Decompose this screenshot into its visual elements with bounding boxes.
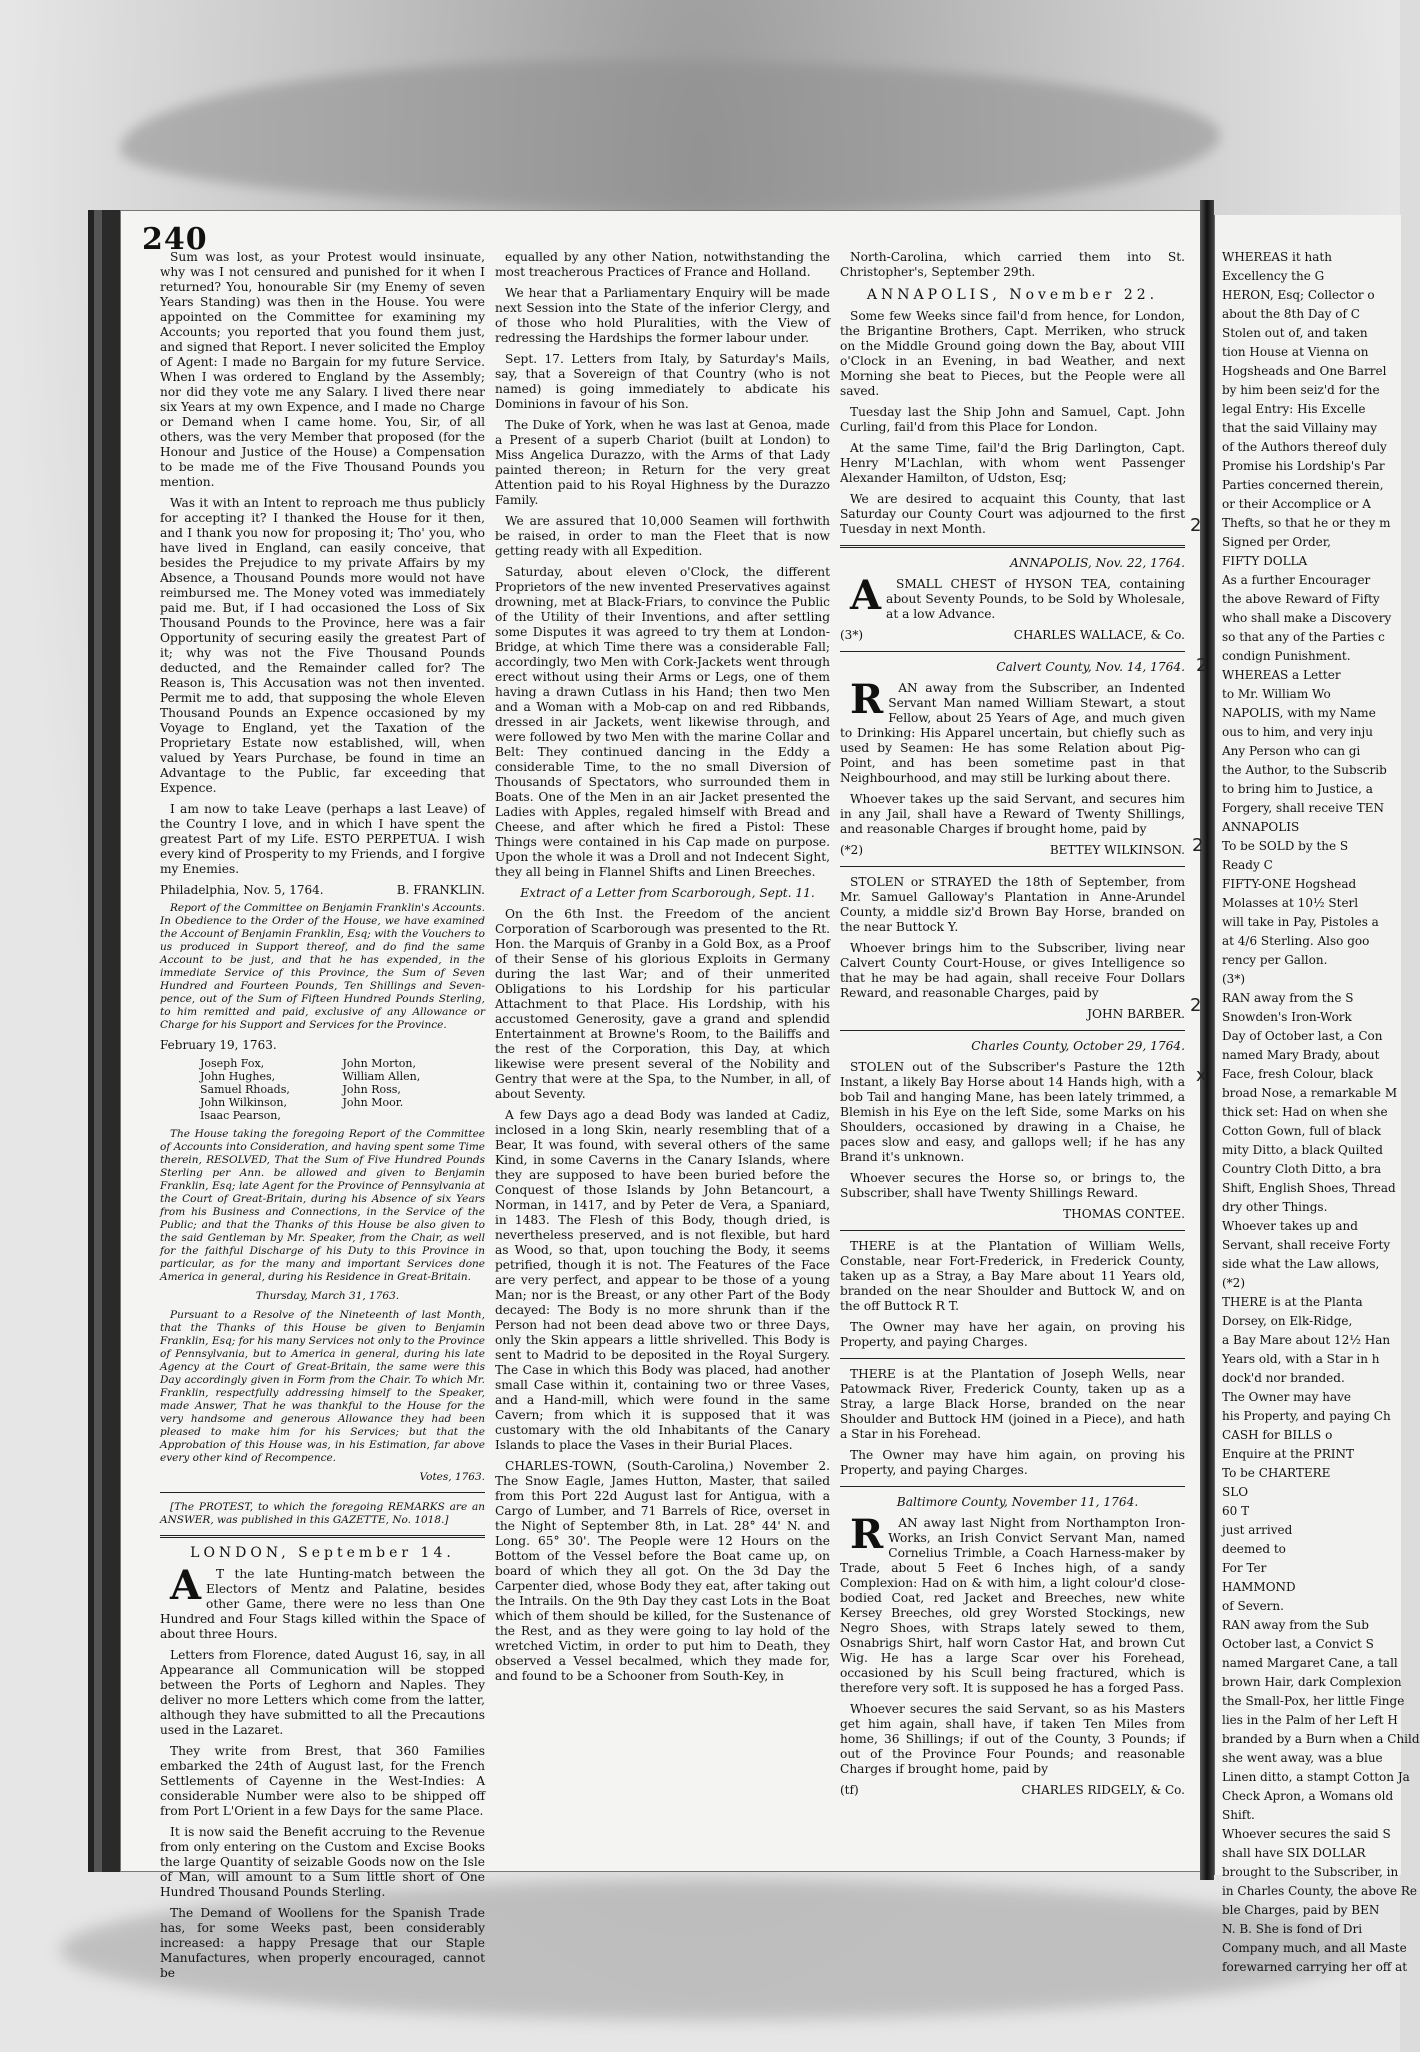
ad1-signature: (3*) CHARLES WALLACE, & Co.: [840, 628, 1185, 642]
news-p4: The Duke of York, when he was last at Genoa, made a Present of a superb Chariot (built at London) to Miss Angelica Durazzo, with the Arms of that Lady painted thereon; in Return for the very great Attention paid to his Royal Highness by the Durazzo Family.: [495, 418, 830, 507]
ad3-signature: JOHN BARBER.: [1087, 1007, 1185, 1021]
signers-list: [200, 1057, 485, 1122]
ornamental-divider: [160, 1535, 485, 1538]
col3-p2: Some few Weeks since fail'd from hence, for London, the Brigantine Brothers, Capt. Merriken, who struck on the Middle Ground going down the Bay, about VIII o'Clock in an Evening, in bad Weather, and next Morning she beat to Pieces, but the People were all saved.: [840, 309, 1185, 398]
drop-cap: R: [850, 676, 884, 723]
right-page-line: the above Reward of Fifty: [1222, 592, 1380, 606]
right-page-line: legal Entry: His Excelle: [1222, 402, 1366, 416]
right-page-line: forewarned carrying her off at: [1222, 1960, 1408, 1974]
london-p2: Letters from Florence, dated August 16, say, in all Appearance all Communication will be stopped between the Ports of Leghorn and Naples. They deliver no more Letters which come from the latter, although they have submitted to all the Precautions used in the Lazaret.: [160, 1648, 485, 1737]
right-page-line: of Severn.: [1222, 1599, 1284, 1613]
right-page-line: To be SOLD by the S: [1222, 839, 1349, 853]
column-1: [160, 250, 485, 1980]
news-p8: A few Days ago a dead Body was landed at Cadiz, inclosed in a long Skin, nearly resembling that of a Bear, It was found, with several others of the same Kind, in some Caverns in the Canary Islands, where they are supposed to have been buried before the Conquest of those Islands by John Betancourt, a Norman, in 1417, and by Peter de Vera, a Spaniard, in 1483. The Flesh of this Body, though dried, is nevertheless preserved, and is not flexible, but hard as Wood, so that, upon touching the Body, it seems petrified, though it is not. The Features of the Face are very perfect, and appear to be those of a young Man; nor is the Breast, or any other Part of the Body decayed: The Body is no more shrunk than if the Person had not been dead above two or three Days, only the Skin appears a little shrivelled. This Body is sent to Madrid to be deposited in the Royal Surgery. The Case in which this Body was placed, had another small Case within it, containing two or three Vases, and a Hand-mill, which were found in the same Cavern; from which it is supposed that it was customary with the old Inhabitants of the Canary Islands to place the Vases in their Burial Places.: [495, 1108, 830, 1452]
right-page-line: to Mr. William Wo: [1222, 687, 1331, 701]
right-page-line: named Mary Brady, about: [1222, 1048, 1380, 1062]
right-page-line: ANNAPOLIS: [1222, 820, 1300, 834]
col3-p1: North-Carolina, which carried them into St. Christopher's, September 29th.: [840, 250, 1185, 279]
right-page-line: Excellency the G: [1222, 269, 1325, 283]
franklin-remarks-p3: I am now to take Leave (perhaps a last Leave) of the Country I love, and in which I have spent the greatest Part of my Life. ESTO PERPETUA. I wish every kind of Prosperity to my Friends, and I forgive my Enemies.: [160, 802, 485, 876]
book-binding: [1200, 200, 1214, 1880]
right-page-line: rency per Gallon.: [1222, 953, 1328, 967]
house-resolution: The House taking the foregoing Report of the Committee of Accounts into Consideration, and having spent some Time therein, RESOLVED, That the Sum of Five Hundred Pounds Sterling per Ann. be allowed and given to Benjamin Franklin, Esq; late Agent for the Province of Pennsylvania at the Court of Great-Britain, during his Absence of six Years from his Business and Connections, in the Service of the Public; and that the Thanks of this House be also given to the said Gentleman by Mr. Speaker, from the Chair, as well for the faithful Discharge of his Duty to this Province in particular, as for the many and important Services done America in general, during his Residence in Great-Britain.: [160, 1128, 485, 1283]
handwritten-mark: 2: [1190, 995, 1202, 1016]
right-page-line: about the 8th Day of C: [1222, 307, 1360, 321]
right-page-line: WHEREAS it hath: [1222, 250, 1332, 264]
right-page-line: the Author, to the Subscrib: [1222, 763, 1387, 777]
news-p9: CHARLES-TOWN, (South-Carolina,) November 2. The Snow Eagle, James Hutton, Master, that sailed from this Port 22d August last for Antigua, with a Cargo of Lumber, and 71 Barrels of Rice, overset in the Night of September 8th, in Lat. 28° 44' N. and Long. 65° 30'. The People were 12 Hours on the Bottom of the Vessel before the Boat came up, on board of which they all got. On the 3d Day the Carpenter died, whose Body they eat, after taking out the Intrails. On the 9th Day they cast Lots in the Boat which of them should be killed, for the Sustenance of the Rest, and as they were going to lay hold of the wretched Victim, in order to put him to Death, they observed a Vessel becalmed, which they made for, and found to be a Schooner from South-Key, in: [495, 1459, 830, 1683]
right-page-line: named Margaret Cane, a tall: [1222, 1656, 1398, 1670]
london-heading: LONDON, September 14.: [190, 1545, 455, 1561]
right-page-line: brown Hair, dark Complexion: [1222, 1675, 1402, 1689]
right-page-line: his Property, and paying Ch: [1222, 1409, 1391, 1423]
franklin-remarks-p2: Was it with an Intent to reproach me thus publicly for accepting it? I thanked the House for it then, and I thank you now for proposing it; Tho' you, who have lived in England, can easily conceive, that besides the Prejudice to my private Affairs by my Absence, a Thousand Pounds more would not have reimbursed me. The Money voted was immediately paid me. But, if I had occasioned the Loss of Six Thousand Pounds to the Province, here was a fair Opportunity of securing easily the greatest Part of it; why was not the Five Thousand Pounds deducted, and the Remainder called for? The Reason is, This Accusation was not then invented. Permit me to add, that supposing the whole Eleven Thousand Pounds an Expence occasioned by my Voyage to England, yet the Taxation of the Proprietary Estate now established, will, when valued by Years Purchase, be found in time an Advantage to the Public, far exceeding that Expence.: [160, 496, 485, 795]
right-page-line: at 4/6 Sterling. Also goo: [1222, 934, 1370, 948]
right-page-line: Company much, and all Maste: [1222, 1941, 1407, 1955]
signer: John Moor.: [342, 1096, 404, 1109]
signer: John Ross,: [342, 1083, 401, 1096]
pursuant-text: Pursuant to a Resolve of the Nineteenth of last Month, that the Thanks of this House be given to Benjamin Franklin, Esq; for his many Services not only to the Province of Pennsylvania, but to America in general, during his late Agency at the Court of Great-Britain, the same were this Day accordingly given in Form from the Chair. To which Mr. Franklin, respectfully addressing himself to the Speaker, made Answer, That he was thankful to the House for the very handsome and generous Allowance they had been pleased to make him for his Services; but that the Approbation of this House was, in his Estimation, far above every other kind of Recompence.: [160, 1309, 485, 1464]
col3-p3: Tuesday last the Ship John and Samuel, Capt. John Curling, fail'd from this Place for London.: [840, 405, 1185, 434]
ad7-text: R AN away last Night from Northampton Iron-Works, an Irish Convict Servant Man, named Cornelius Trimble, a Coach Harness-maker by Trade, about 5 Feet 6 Inches high, of a sandy Complexion: Had on & with him, a light colour'd close-bodied Coat, red Jacket and Breeches, new white Kersey Breeches, old grey Worsted Stockings, new Negro Shoes, with Straps lately sewed to them, Osnabrigs Shirt, half worn Castor Hat, and brown Cut Wig. He has a large Scar over his Forehead, occasioned by his Scull being fractured, which is therefore very soft. It is supposed he has a forged Pass.: [840, 1511, 1185, 1695]
right-page-line: by him been seiz'd for the: [1222, 383, 1380, 397]
right-page-line: HERON, Esq; Collector o: [1222, 288, 1375, 302]
protest-note: [The PROTEST, to which the foregoing REMARKS are an ANSWER, was published in this GAZETTE, No. 1018.]: [160, 1501, 485, 1526]
right-page-line: Cotton Gown, full of black: [1222, 1124, 1382, 1138]
news-p5: We are assured that 10,000 Seamen will forthwith be raised, in order to man the Fleet that is now getting ready with all Expedition.: [495, 514, 830, 558]
right-page-line: a Bay Mare about 12½ Han: [1222, 1333, 1391, 1347]
right-page-line: Face, fresh Colour, black: [1222, 1067, 1374, 1081]
right-page-line: (3*): [1222, 972, 1245, 986]
right-page-line: Shift.: [1222, 1808, 1255, 1822]
right-page-line: For Ter: [1222, 1561, 1267, 1575]
right-page-line: Molasses at 10½ Sterl: [1222, 896, 1359, 910]
ad6-owner: The Owner may have him again, on proving his Property, and paying Charges.: [840, 1448, 1185, 1477]
right-page-line: just arrived: [1222, 1523, 1293, 1537]
right-page-line: thick set: Had on when she: [1222, 1105, 1388, 1119]
right-page-line: Parties concerned therein,: [1222, 478, 1384, 492]
right-page-line: SLO: [1222, 1485, 1249, 1499]
signer: William Allen,: [342, 1070, 421, 1083]
right-page-line: WHEREAS a Letter: [1222, 668, 1341, 682]
right-page-line: brought to the Subscriber, in: [1222, 1865, 1399, 1879]
right-page-line: so that any of the Parties c: [1222, 630, 1385, 644]
ad2-text: R AN away from the Subscriber, an Indented Servant Man named William Stewart, a stout Fellow, about 25 Years of Age, and much given to Drinking: His Apparel uncertain, but chiefly such as used by Seamen: He has some Relation about Pig-Point, and has been sometime past in that Neighbourhood, and may still be lurking about there.: [840, 676, 1185, 785]
right-page-line: Thefts, so that he or they m: [1222, 516, 1391, 530]
right-page-line: Ready C: [1222, 858, 1273, 872]
committee-report: Report of the Committee on Benjamin Franklin's Accounts. In Obedience to the Order of the House, we have examined the Account of Benjamin Franklin, Esq; with the Vouchers to us produced in Support thereof, and do find the same Account to be just, and that he has expended, in the immediate Service of this Province, the Sum of Seven Hundred and Fourteen Pounds, Ten Shillings and Seven-pence, out of the Sum of Fifteen Hundred Pounds Sterling, to him remitted and paid, exclusive of any Allowance or Charge for his Support and Services for the Province.: [160, 902, 485, 1031]
ad4-signature: THOMAS CONTEE.: [1062, 1207, 1185, 1221]
right-page-line: that the said Villainy may: [1222, 421, 1378, 435]
signature-name: B. FRANKLIN.: [396, 883, 485, 897]
right-page-line: mity Ditto, a black Quilted: [1222, 1143, 1383, 1157]
right-page-line: (*2): [1222, 1276, 1245, 1290]
right-page-line: As a further Encourager: [1222, 573, 1371, 587]
right-page-line: RAN away from the S: [1222, 991, 1354, 1005]
right-page-line: branded by a Burn when a Child: [1222, 1732, 1420, 1746]
divider: [840, 545, 1185, 548]
signature-place: Philadelphia, Nov. 5, 1764.: [160, 883, 324, 897]
ad2-reward: Whoever takes up the said Servant, and secures him in any Jail, shall have a Reward of Twenty Shillings, and reasonable Charges if brought home, paid by: [840, 792, 1185, 836]
right-page-line: Stolen out of, and taken: [1222, 326, 1368, 340]
column-2: [495, 250, 830, 1850]
ad2-signature: (*2) BETTEY WILKINSON.: [840, 843, 1185, 857]
right-page-line: Any Person who can gi: [1222, 744, 1361, 758]
ad2-date: Calvert County, Nov. 14, 1764.: [996, 660, 1185, 674]
right-page-line: Forgery, shall receive TEN: [1222, 801, 1384, 815]
scarborough-extract-heading: Extract of a Letter from Scarborough, Sept. 11.: [520, 886, 815, 900]
right-page-line: Shift, English Shoes, Thread: [1222, 1181, 1396, 1195]
ad5-text: THERE is at the Plantation of William Wells, Constable, near Fort-Frederick, in Frederick County, taken up as a Stray, a Bay Mare about 11 Years old, branded on the near Shoulder and Buttock W, and on the off Buttock R T.: [840, 1239, 1185, 1313]
col3-p5: We are desired to acquaint this County, that last Saturday our County Court was adjourned to the first Tuesday in next Month.: [840, 492, 1185, 536]
ad1-text: A SMALL CHEST of HYSON TEA, containing about Seventy Pounds, to be Sold by Wholesale, at a low Advance.: [840, 577, 1185, 622]
right-page-line: Hogsheads and One Barrel: [1222, 364, 1387, 378]
col3-p4: At the same Time, fail'd the Brig Darlington, Capt. Henry M'Lachlan, with whom went Passenger Alexander Hamilton, of Udston, Esq;: [840, 441, 1185, 485]
ad4-text: STOLEN out of the Subscriber's Pasture the 12th Instant, a likely Bay Horse about 14 Hands high, with a bob Tail and hanging Mane, has been lately trimmed, a Blemish in his Eye on the left Side, some Marks on his Shoulders, occasioned by drawing in a Chaise, he paces slow and easy, and gallops well; if he has any Brand it's unknown.: [840, 1060, 1185, 1164]
right-page-line: Promise his Lordship's Par: [1222, 459, 1385, 473]
right-page-line: Check Apron, a Womans old: [1222, 1789, 1394, 1803]
annapolis-heading: ANNAPOLIS, November 22.: [866, 287, 1159, 303]
right-page-column: [1222, 250, 1420, 1979]
ad5-owner: The Owner may have her again, on proving his Property, and paying Charges.: [840, 1320, 1185, 1349]
right-page-line: side what the Law allows,: [1222, 1257, 1380, 1271]
divider: [840, 1230, 1185, 1231]
news-p6: Saturday, about eleven o'Clock, the different Proprietors of the new invented Preservatives against drowning, met at Black-Friars, to convince the Public of the Utility of their Inventions, and after settling some Disputes it was agreed to try them at London-Bridge, at which Time there was a considerable Fall; accordingly, two Men with Cork-Jackets went through erect without using their Arms or Legs, one of them having a drawn Cutlass in his Hand; then two Men and a Woman with a Mob-cap on and red Ribbands, dressed in air Jackets, went likewise through, and were followed by two Men with the marine Collar and Belt: They continued dancing in the Eddy a considerable Time, to the no small Diversion of Thousands of Spectators, who surrounded them in Boats. One of the Men in an air Jacket presented the Ladies with Apples, regaled himself with Bread and Cheese, and after which he fired a Pistol: These Things were contained in his Cap made on purpose. Upon the whole it was a Droll and not Indecent Sight, they all being in Flannel Shifts and Linen Breeches.: [495, 565, 830, 879]
right-page-line: broad Nose, a remarkable M: [1222, 1086, 1398, 1100]
right-page-line: ous to him, and very inju: [1222, 725, 1373, 739]
right-page-line: will take in Pay, Pistoles a: [1222, 915, 1379, 929]
london-p5: The Demand of Woollens for the Spanish Trade has, for some Weeks past, been considerably increased: a happy Presage that our Staple Manufactures, when properly encouraged, cannot be: [160, 1906, 485, 1980]
right-page-line: of the Authors thereof duly: [1222, 440, 1387, 454]
right-page-line: condign Punishment.: [1222, 649, 1351, 663]
right-page-line: tion House at Vienna on: [1222, 345, 1369, 359]
ad3-reward: Whoever brings him to the Subscriber, living near Calvert County Court-House, or gives Intelligence so that he may be had again, shall receive Four Dollars Reward, and reasonable Charges, paid by: [840, 941, 1185, 1000]
right-page-line: CASH for BILLS o: [1222, 1428, 1333, 1442]
right-page-line: she went away, was a blue: [1222, 1751, 1383, 1765]
signer: Isaac Pearson,: [200, 1109, 281, 1122]
ad7-signature: (tf) CHARLES RIDGELY, & Co.: [840, 1783, 1185, 1797]
right-page-line: Whoever secures the said S: [1222, 1827, 1391, 1841]
right-page-line: deemed to: [1222, 1542, 1286, 1556]
thursday-date: Thursday, March 31, 1763.: [255, 1290, 400, 1302]
right-page-line: To be CHARTERE: [1222, 1466, 1331, 1480]
divider: [840, 866, 1185, 867]
right-page-line: Whoever takes up and: [1222, 1219, 1358, 1233]
right-page-line: Servant, shall receive Forty: [1222, 1238, 1391, 1252]
right-page-line: who shall make a Discovery: [1222, 611, 1392, 625]
right-page-line: THERE is at the Planta: [1222, 1295, 1363, 1309]
divider: [840, 1486, 1185, 1487]
right-page-line: dry other Things.: [1222, 1200, 1328, 1214]
right-page-line: lies in the Palm of her Left H: [1222, 1713, 1398, 1727]
drop-cap: A: [170, 1562, 202, 1609]
ad4-reward: Whoever secures the Horse so, or brings to, the Subscriber, shall have Twenty Shillings Reward.: [840, 1171, 1185, 1200]
signature-line: [160, 883, 485, 898]
right-page-line: the Small-Pox, her little Finge: [1222, 1694, 1405, 1708]
london-p1: A T the late Hunting-match between the Electors of Mentz and Palatine, besides other Game, there were no less than One Hundred and Four Stags killed within the Space of about three Hours.: [160, 1562, 485, 1641]
ad3-text: STOLEN or STRAYED the 18th of September, from Mr. Samuel Galloway's Plantation in Anne-Arundel County, a middle siz'd Brown Bay Horse, branded on the near Buttock Y.: [840, 875, 1185, 934]
news-p1: equalled by any other Nation, notwithstanding the most treacherous Practices of France and Holland.: [495, 250, 830, 279]
right-page-line: FIFTY-ONE Hogshead: [1222, 877, 1357, 891]
divider: [840, 1030, 1185, 1031]
right-page-line: The Owner may have: [1222, 1390, 1352, 1404]
right-page-line: HAMMOND: [1222, 1580, 1296, 1594]
right-page-line: 60 T: [1222, 1504, 1250, 1518]
signer: John Hughes,: [200, 1070, 276, 1083]
right-page-line: NAPOLIS, with my Name: [1222, 706, 1376, 720]
signer: Joseph Fox,: [200, 1057, 265, 1070]
right-page-line: shall have SIX DOLLAR: [1222, 1846, 1366, 1860]
right-page-line: Dorsey, on Elk-Ridge,: [1222, 1314, 1353, 1328]
ad7-date: Baltimore County, November 11, 1764.: [896, 1495, 1139, 1509]
right-page-line: October last, a Convict S: [1222, 1637, 1374, 1651]
drop-cap: R: [850, 1511, 884, 1558]
right-page-line: to bring him to Justice, a: [1222, 782, 1373, 796]
right-page-line: Linen ditto, a stampt Cotton Ja: [1222, 1770, 1410, 1784]
right-page-line: Years old, with a Star in h: [1222, 1352, 1380, 1366]
handwritten-mark: 2: [1196, 655, 1208, 676]
right-page-line: Signed per Order,: [1222, 535, 1331, 549]
report-date: February 19, 1763.: [160, 1038, 277, 1052]
london-p3: They write from Brest, that 360 Families embarked the 24th of August last, for the French Settlements of Cayenne in the West-Indies: A considerable Number were also to be shipped off from Port L'Orient in a few Days for the same Place.: [160, 1744, 485, 1818]
right-page-line: Snowden's Iron-Work: [1222, 1010, 1352, 1024]
signer: John Morton,: [342, 1057, 416, 1070]
handwritten-mark: 2: [1192, 835, 1204, 856]
ad7-reward: Whoever secures the said Servant, so as his Masters get him again, shall have, if taken Ten Miles from home, 36 Shillings; if out of the County, 3 Pounds; if out of the Province Four Pounds; and reasonable Charges if brought home, paid by: [840, 1702, 1185, 1776]
news-p3: Sept. 17. Letters from Italy, by Saturday's Mails, say, that a Sovereign of that Country (who is not named) is going immediately to abdicate his Dominions in favour of his Son.: [495, 352, 830, 411]
handwritten-mark: 2: [1190, 515, 1202, 536]
ad6-text: THERE is at the Plantation of Joseph Wells, near Patowmack River, Frederick County, taken up as a Stray, a large Black Horse, branded on the near Shoulder and Buttock HM (joined in a Piece), and hath a Star in his Forehead.: [840, 1367, 1185, 1441]
news-p2: We hear that a Parliamentary Enquiry will be made next Session into the State of the inferior Clergy, and of those who hold Pluralities, with the View of redressing the Hardships the former labour under.: [495, 286, 830, 345]
right-page-line: FIFTY DOLLA: [1222, 554, 1308, 568]
drop-cap: A: [850, 572, 882, 619]
divider: [840, 1358, 1185, 1359]
news-p7: On the 6th Inst. the Freedom of the ancient Corporation of Scarborough was presented to the Rt. Hon. the Marquis of Granby in a Gold Box, as a Proof of their Sense of his glorious Exploits in Germany during the last War; and of their unmerited Obligations to his Lordship for his particular Attachment to that Place. His Lordship, with his accustomed Generosity, gave a grand and splendid Entertainment at Browne's Room, to the Bailiffs and the rest of the Corporation, this Day, at which likewise were present several of the Nobility and Gentry that were at the Spa, to the Number, in all, of about Seventy.: [495, 907, 830, 1101]
right-page-line: Country Cloth Ditto, a bra: [1222, 1162, 1382, 1176]
right-page-line: in Charles County, the above Re: [1222, 1884, 1417, 1898]
right-page-line: Enquire at the PRINT: [1222, 1447, 1354, 1461]
handwritten-mark: x: [1196, 1065, 1207, 1086]
signer: John Wilkinson,: [200, 1096, 287, 1109]
page-number: 240: [142, 222, 208, 257]
divider: [840, 651, 1185, 652]
london-p4: It is now said the Benefit accruing to the Revenue from only entering on the Custom and Excise Books the large Quantity of seizable Goods now on the Isle of Man, will amount to a Sum little short of One Hundred Thousand Pounds Sterling.: [160, 1825, 485, 1899]
column-3: [840, 250, 1185, 1850]
right-page-line: dock'd nor branded.: [1222, 1371, 1345, 1385]
signer: Samuel Rhoads,: [200, 1083, 290, 1096]
right-page-line: Day of October last, a Con: [1222, 1029, 1383, 1043]
right-page-line: RAN away from the Sub: [1222, 1618, 1369, 1632]
right-page-line: or their Accomplice or A: [1222, 497, 1371, 511]
votes-line: Votes, 1763.: [419, 1471, 485, 1483]
right-page-line: ble Charges, paid by BEN: [1222, 1903, 1380, 1917]
franklin-remarks-p1: Sum was lost, as your Protest would insinuate, why was I not censured and punished for it when I returned? You, honourable Sir (my Enemy of seven Years Standing) was then in the House. You were appointed on the Committee for examining my Accounts; you reported that you found them just, and signed that Report. I never solicited the Employ of Agent: I made no Bargain for my future Service. When I was ordered to England by the Assembly; nor did they vote me any Salary. I lived there near six Years at my own Expence, and I made no Charge or Demand when I came home. You, Sir, of all others, was the very Member that proposed (for the Honour and Justice of the House) a Compensation to be made me of the Five Thousand Pounds you mention.: [160, 250, 485, 489]
right-page-line: N. B. She is fond of Dri: [1222, 1922, 1363, 1936]
divider: [160, 1492, 485, 1493]
ad1-date: ANNAPOLIS, Nov. 22, 1764.: [1009, 556, 1185, 570]
ad4-date: Charles County, October 29, 1764.: [971, 1039, 1185, 1053]
